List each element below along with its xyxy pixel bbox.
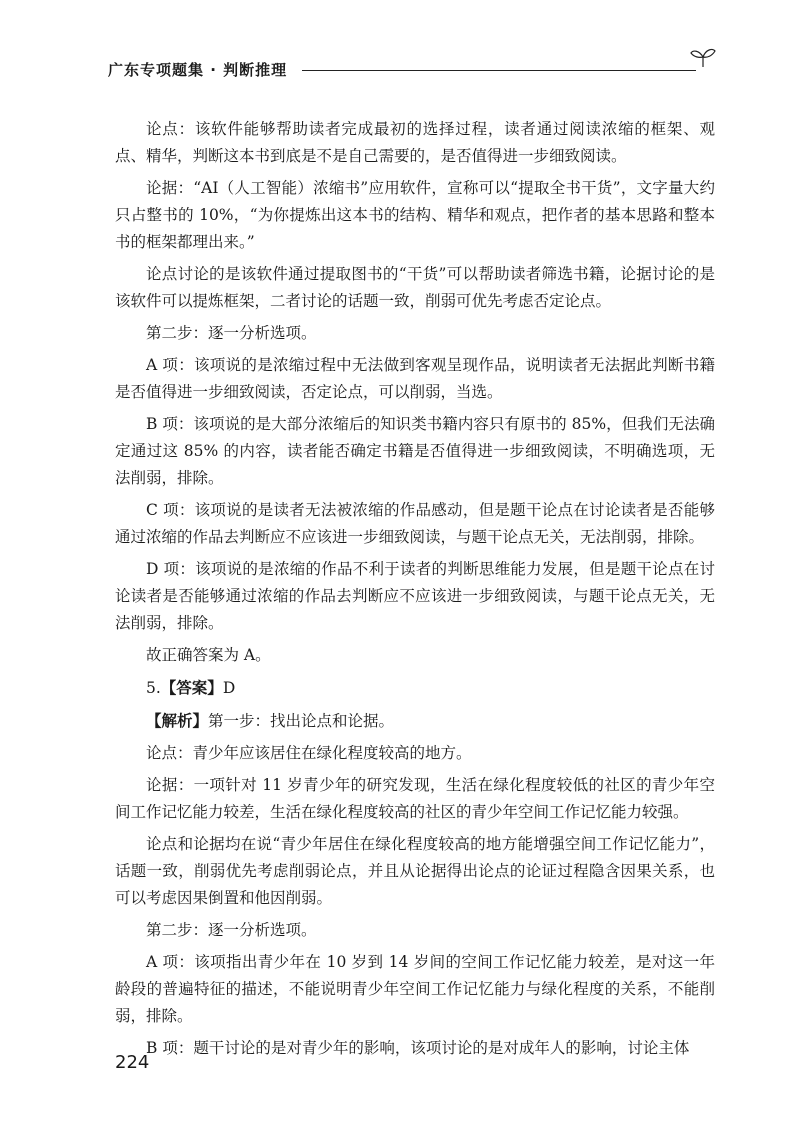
analysis-line: [115, 707, 715, 735]
paragraph: 论据：一项针对 11 岁青少年的研究发现，生活在绿化程度较低的社区的青少年空间工作记忆能力较差，生活在绿化程度较高的社区的青少年空间工作记忆能力较强。: [115, 776, 715, 821]
paragraph: A 项：该项指出青少年在 10 岁到 14 岁间的空间工作记忆能力较差，是对这一年龄段的普遍特征的描述，不能说明青少年空间工作记忆能力与绿化程度的关系，不能削弱，排除。: [115, 953, 715, 1025]
paragraph: 论据：“AI（人工智能）浓缩书”应用软件，宣称可以“提取全书干货”，文字量大约只占整书的 10%，“为你提炼出这本书的结构、精华和观点，把作者的基本思路和整本书的框架都理出来。”: [115, 179, 715, 251]
paragraph: B 项：该项说的是大部分浓缩后的知识类书籍内容只有原书的 85%，但我们无法确定通过这 85% 的内容，读者能否确定书籍是否值得进一步细致阅读，不明确选项，无法削弱，排除。: [115, 415, 715, 487]
question-number: 5.: [146, 679, 161, 697]
paragraph: 论点和论据均在说“青少年居住在绿化程度较高的地方能增强空间工作记忆能力”，话题一致，削弱优先考虑削弱论点，并且从论据得出论点的论证过程隐含因果关系，也可以考虑因果倒置和他因削弱。: [115, 835, 715, 907]
leaf-sprout-icon: [690, 46, 716, 68]
paragraph: C 项：该项说的是读者无法被浓缩的作品感动，但是题干论点在讨论读者是否能够通过浓缩的作品去判断应不应该进一步细致阅读，与题干论点无关，无法削弱，排除。: [115, 501, 715, 546]
paragraph: 第二步：逐一分析选项。: [146, 921, 317, 939]
page-number: 224: [115, 1052, 150, 1073]
answer-line: [115, 674, 715, 702]
paragraph: 论点：青少年应该居住在绿化程度较高的地方。: [146, 744, 472, 762]
analysis-text: 第一步：找出论点和论据。: [208, 712, 395, 730]
header-title: 广东专项题集 · 判断推理: [108, 61, 288, 79]
paragraph: 论点：该软件能够帮助读者完成最初的选择过程，读者通过阅读浓缩的框架、观点、精华，判断这本书到底是不是自己需要的，是否值得进一步细致阅读。: [115, 120, 715, 165]
paragraph: A 项：该项说的是浓缩过程中无法做到客观呈现作品，说明读者无法据此判断书籍是否值得进一步细致阅读，否定论点，可以削弱，当选。: [115, 356, 715, 401]
paragraph: 论点讨论的是该软件通过提取图书的“干货”可以帮助读者筛选书籍，论据讨论的是该软件可以提炼框架，二者讨论的话题一致，削弱可优先考虑否定论点。: [115, 265, 715, 310]
header-rule: [302, 70, 696, 71]
answer-value: D: [222, 679, 236, 697]
paragraph: 第二步：逐一分析选项。: [146, 324, 317, 342]
analysis-label: 【解析】: [146, 711, 209, 730]
answer-label: 【答案】: [160, 678, 223, 697]
page-content: [115, 116, 715, 1067]
paragraph: 故正确答案为 A。: [146, 646, 271, 664]
paragraph: D 项：该项说的是浓缩的作品不利于读者的判断思维能力发展，但是题干论点在讨论读者是否能够通过浓缩的作品去判断应不应该进一步细致阅读，与题干论点无关，无法削弱，排除。: [115, 560, 715, 632]
running-header: [96, 56, 716, 86]
paragraph: B 项：题干讨论的是对青少年的影响，该项讨论的是对成年人的影响，讨论主体: [146, 1039, 690, 1057]
